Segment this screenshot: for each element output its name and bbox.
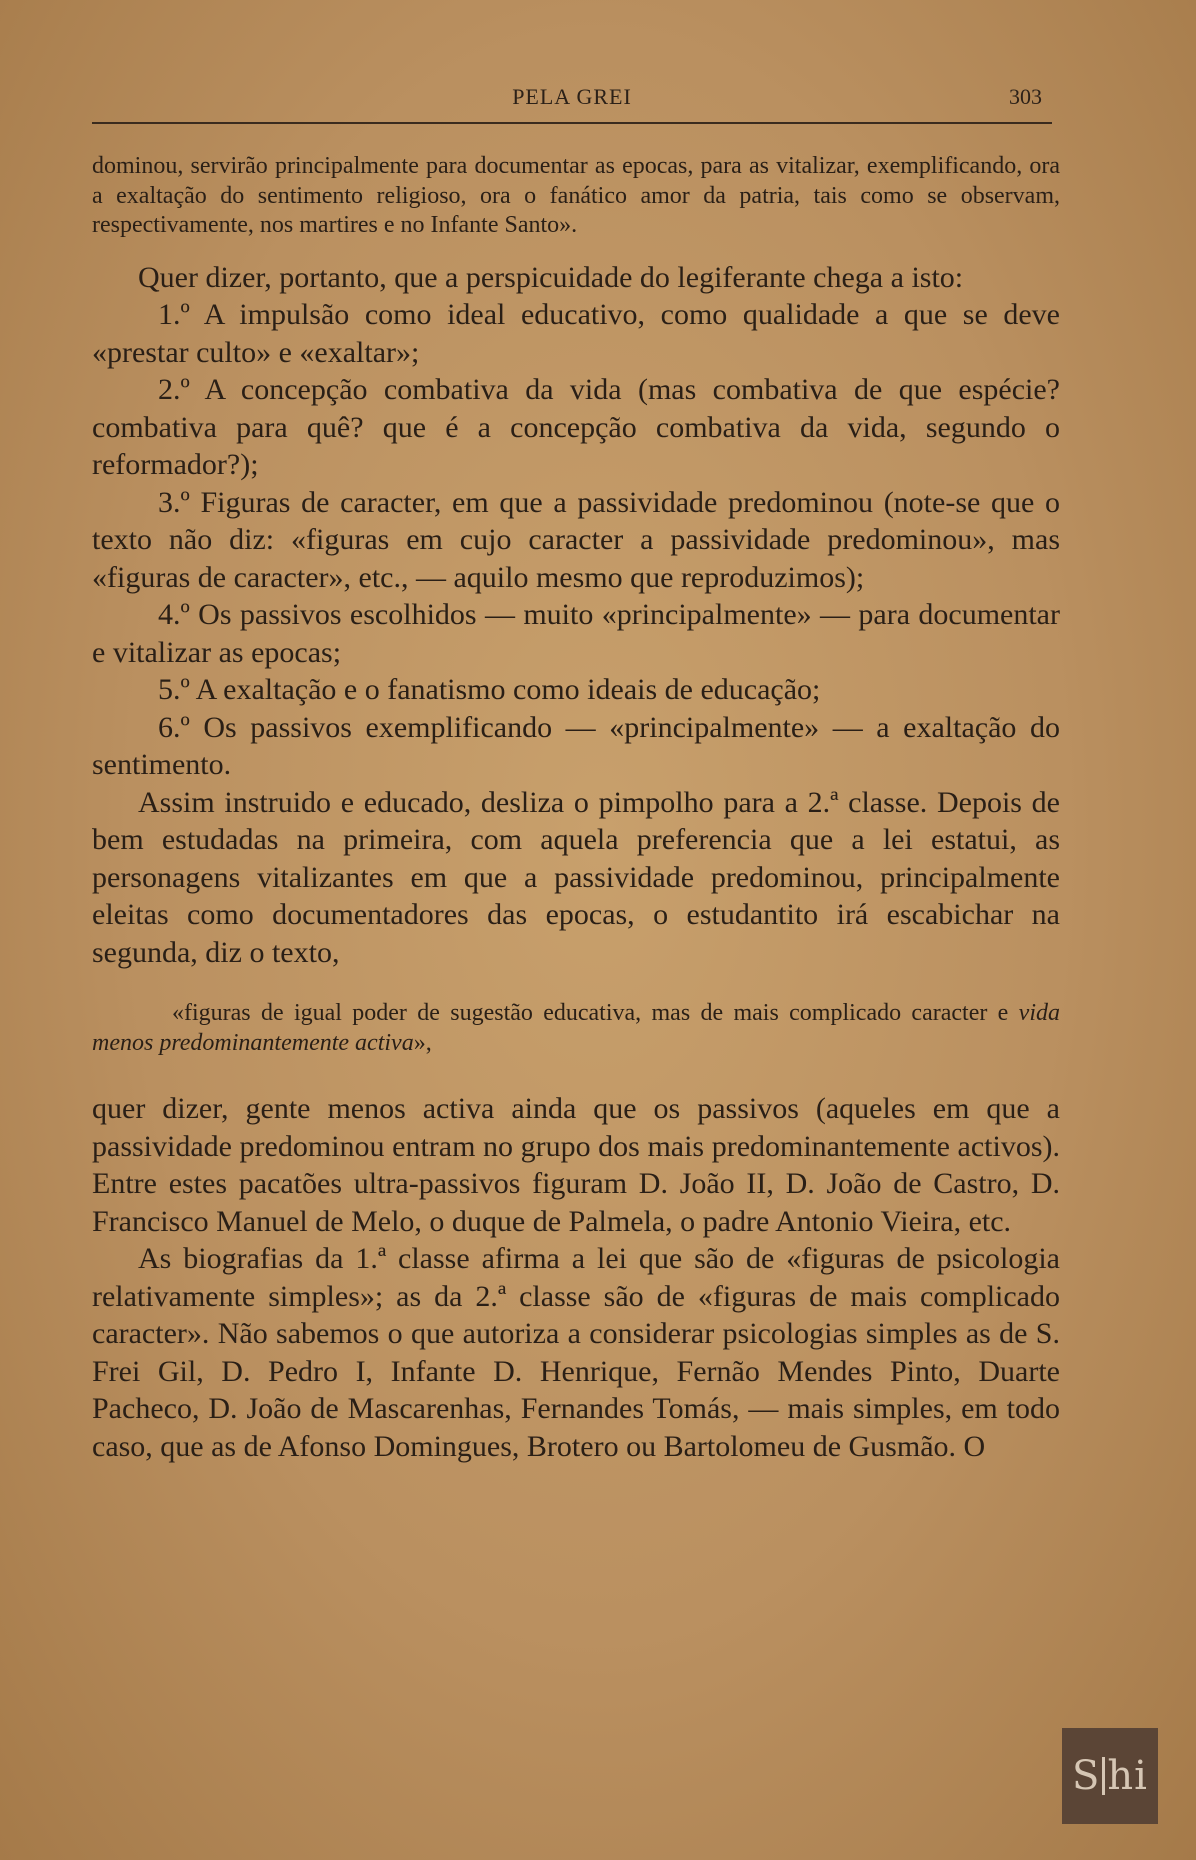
running-title: PELA GREI — [512, 84, 632, 109]
quote-italic-text: vida menos predominantemente activa — [92, 1000, 1060, 1056]
block-quote — [92, 999, 1060, 1058]
paragraph: Assim instruido e educado, desliza o pimpolho para a 2.ª classe. Depois de bem estudadas na primeira, com aquela preferencia que a lei estatui, as personagens vitalizantes em que a passividade predominou, principalmente eleitas como documentadores das epocas, o estudantito irá escabichar na segunda, diz o texto, — [92, 785, 1060, 969]
stamp-letter-s: S — [1072, 1753, 1101, 1799]
list-item-5: 5.º A exaltação e o fanatismo como ideais de educação; — [158, 673, 821, 706]
page-number: 303 — [1009, 84, 1042, 109]
page-header — [92, 82, 1052, 124]
list-item-4: 4.º Os passivos escolhidos — muito «principalmente» — para documentar e vitalizar as epocas; — [92, 598, 1060, 669]
list-item-3: 3.º Figuras de caracter, em que a passividade predominou (note-se que o texto não diz: «figuras em cujo caracter a passividade predominou», mas «figuras de caracter», etc., — aquilo mesmo que reproduzimos); — [92, 485, 1060, 594]
body-text — [92, 152, 1060, 1465]
stamp-bar — [1102, 1757, 1105, 1795]
list-item-2: 2.º A concepção combativa da vida (mas combativa de que espécie? combativa para quê? que é a concepção combativa da vida, segundo o reformador?); — [92, 373, 1060, 481]
list-item-6: 6.º Os passivos exemplificando — «principalmente» — a exaltação do sentimento. — [92, 710, 1060, 781]
paragraph: Quer dizer, portanto, que a perspicuidade do legiferante chega a isto: — [138, 260, 964, 294]
stamp-letters-hi: hi — [1107, 1753, 1148, 1799]
list-item-1: 1.º A impulsão como ideal educativo, como qualidade a que se deve «prestar culto» e «exaltar»; — [92, 298, 1060, 369]
paragraph: quer dizer, gente menos activa ainda que os passivos (aqueles em que a passividade predominou entram no grupo dos mais predominantemente activos). Entre estes pacatões ultra-passivos figuram D. João II, D. João de Castro, D. Francisco Manuel de Melo, o duque de Palmela, o padre Antonio Vieira, etc. — [92, 1092, 1060, 1238]
paragraph-continuation: dominou, servirão principalmente para documentar as epocas, para as vitalizar, exemplificando, ora a exaltação do sentimento religioso, ora o fanático amor da patria, tais como se observam, respectivamente, nos martires e no Infante Santo». — [92, 153, 1060, 238]
quote-close: », — [413, 1029, 432, 1056]
quote-text: «figuras de igual poder de sugestão educativa, mas de mais complicado caracter e — [172, 1000, 1019, 1026]
paragraph: As biografias da 1.ª classe afirma a lei que são de «figuras de psicologia relativamente simples»; as da 2.ª classe são de «figuras de mais complicado caracter». Não sabemos o que autoriza a considerar psicologias simples as de S. Frei Gil, D. Pedro I, Infante D. Henrique, Fernão Mendes Pinto, Duarte Pacheco, D. João de Mascarenhas, Fernandes Tomás, — mais simples, em todo caso, que as de Afonso Domingues, Brotero ou Bartolomeu de Gusmão. O — [92, 1242, 1060, 1463]
library-stamp-logo — [1062, 1728, 1158, 1824]
